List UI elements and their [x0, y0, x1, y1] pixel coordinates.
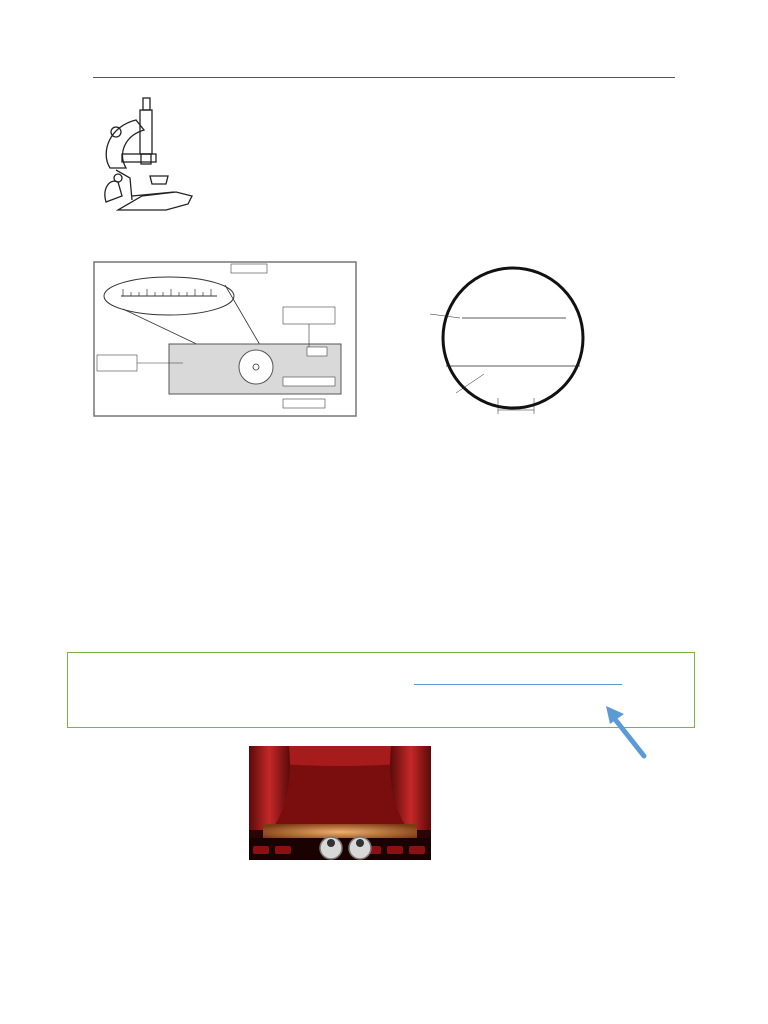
graticule-view-diagram: [396, 262, 596, 440]
arrow-icon: [600, 702, 652, 760]
theatre-stage-image: [249, 746, 431, 860]
title-divider: [93, 77, 675, 78]
stage-micrometer-diagram: [93, 261, 357, 417]
fraction-bar: [414, 684, 622, 685]
microscope-image: [96, 92, 200, 224]
